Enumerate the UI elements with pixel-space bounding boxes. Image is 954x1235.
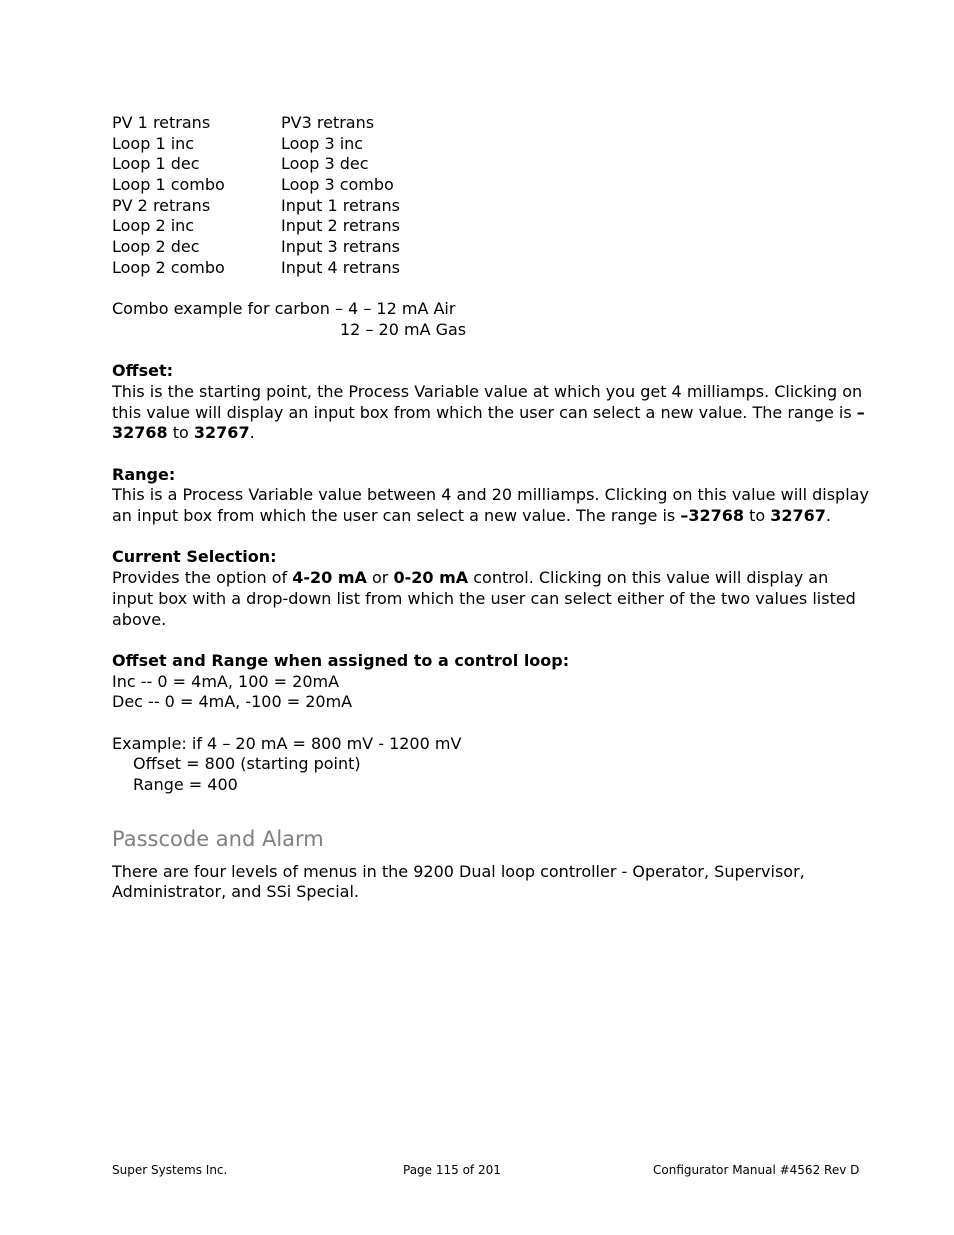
example-line: Example: if 4 – 20 mA = 800 mV - 1200 mV <box>112 734 462 753</box>
passcode-alarm-heading: Passcode and Alarm <box>112 827 324 851</box>
passcode-paragraph-line: Administrator, and SSi Special. <box>112 882 360 901</box>
range-heading: Range: <box>112 465 176 484</box>
footer-company: Super Systems Inc. <box>112 1163 228 1177</box>
current-selection-paragraph-line: above. <box>112 610 167 629</box>
list-item: Loop 3 combo <box>281 175 394 194</box>
list-item: Loop 1 inc <box>112 134 195 153</box>
current-selection-heading: Current Selection: <box>112 547 277 566</box>
control-loop-line: Inc -- 0 = 4mA, 100 = 20mA <box>112 672 340 691</box>
list-item: PV3 retrans <box>281 113 375 132</box>
list-item: PV 1 retrans <box>112 113 211 132</box>
range-paragraph-line: This is a Process Variable value between 4 and 20 milliamps. Clicking on this value will display <box>112 485 869 504</box>
list-item: Loop 2 inc <box>112 216 195 235</box>
list-item: Loop 2 dec <box>112 237 200 256</box>
offset-paragraph-line: this value will display an input box from which the user can select a new value. The range is – <box>112 403 865 422</box>
control-loop-line: Dec -- 0 = 4mA, -100 = 20mA <box>112 692 353 711</box>
list-item: Loop 1 dec <box>112 154 200 173</box>
control-loop-heading: Offset and Range when assigned to a control loop: <box>112 651 570 670</box>
list-item: Loop 3 inc <box>281 134 364 153</box>
current-selection-paragraph-line: Provides the option of 4-20 mA or 0-20 mA control. Clicking on this value will display an <box>112 568 829 587</box>
offset-heading: Offset: <box>112 361 173 380</box>
list-item: Loop 2 combo <box>112 258 225 277</box>
range-paragraph-line: an input box from which the user can select a new value. The range is –32768 to 32767. <box>112 506 831 525</box>
combo-example-line: 12 – 20 mA Gas <box>340 320 467 339</box>
footer-manual-title: Configurator Manual #4562 Rev D <box>653 1163 860 1177</box>
passcode-paragraph-line: There are four levels of menus in the 9200 Dual loop controller - Operator, Supervisor, <box>112 862 805 881</box>
list-item: PV 2 retrans <box>112 196 211 215</box>
offset-paragraph-line: This is the starting point, the Process Variable value at which you get 4 milliamps. Clicking on <box>112 382 863 401</box>
footer-page-number: Page 115 of 201 <box>403 1163 501 1177</box>
current-selection-paragraph-line: input box with a drop-down list from which the user can select either of the two values listed <box>112 589 856 608</box>
combo-example-line: Combo example for carbon – 4 – 12 mA Air <box>112 299 456 318</box>
list-item: Input 3 retrans <box>281 237 400 256</box>
list-item: Loop 1 combo <box>112 175 225 194</box>
example-line: Offset = 800 (starting point) <box>133 754 361 773</box>
example-line: Range = 400 <box>133 775 238 794</box>
list-item: Input 4 retrans <box>281 258 400 277</box>
offset-paragraph-line: 32768 to 32767. <box>112 423 255 442</box>
list-item: Input 1 retrans <box>281 196 400 215</box>
list-item: Input 2 retrans <box>281 216 400 235</box>
list-item: Loop 3 dec <box>281 154 369 173</box>
